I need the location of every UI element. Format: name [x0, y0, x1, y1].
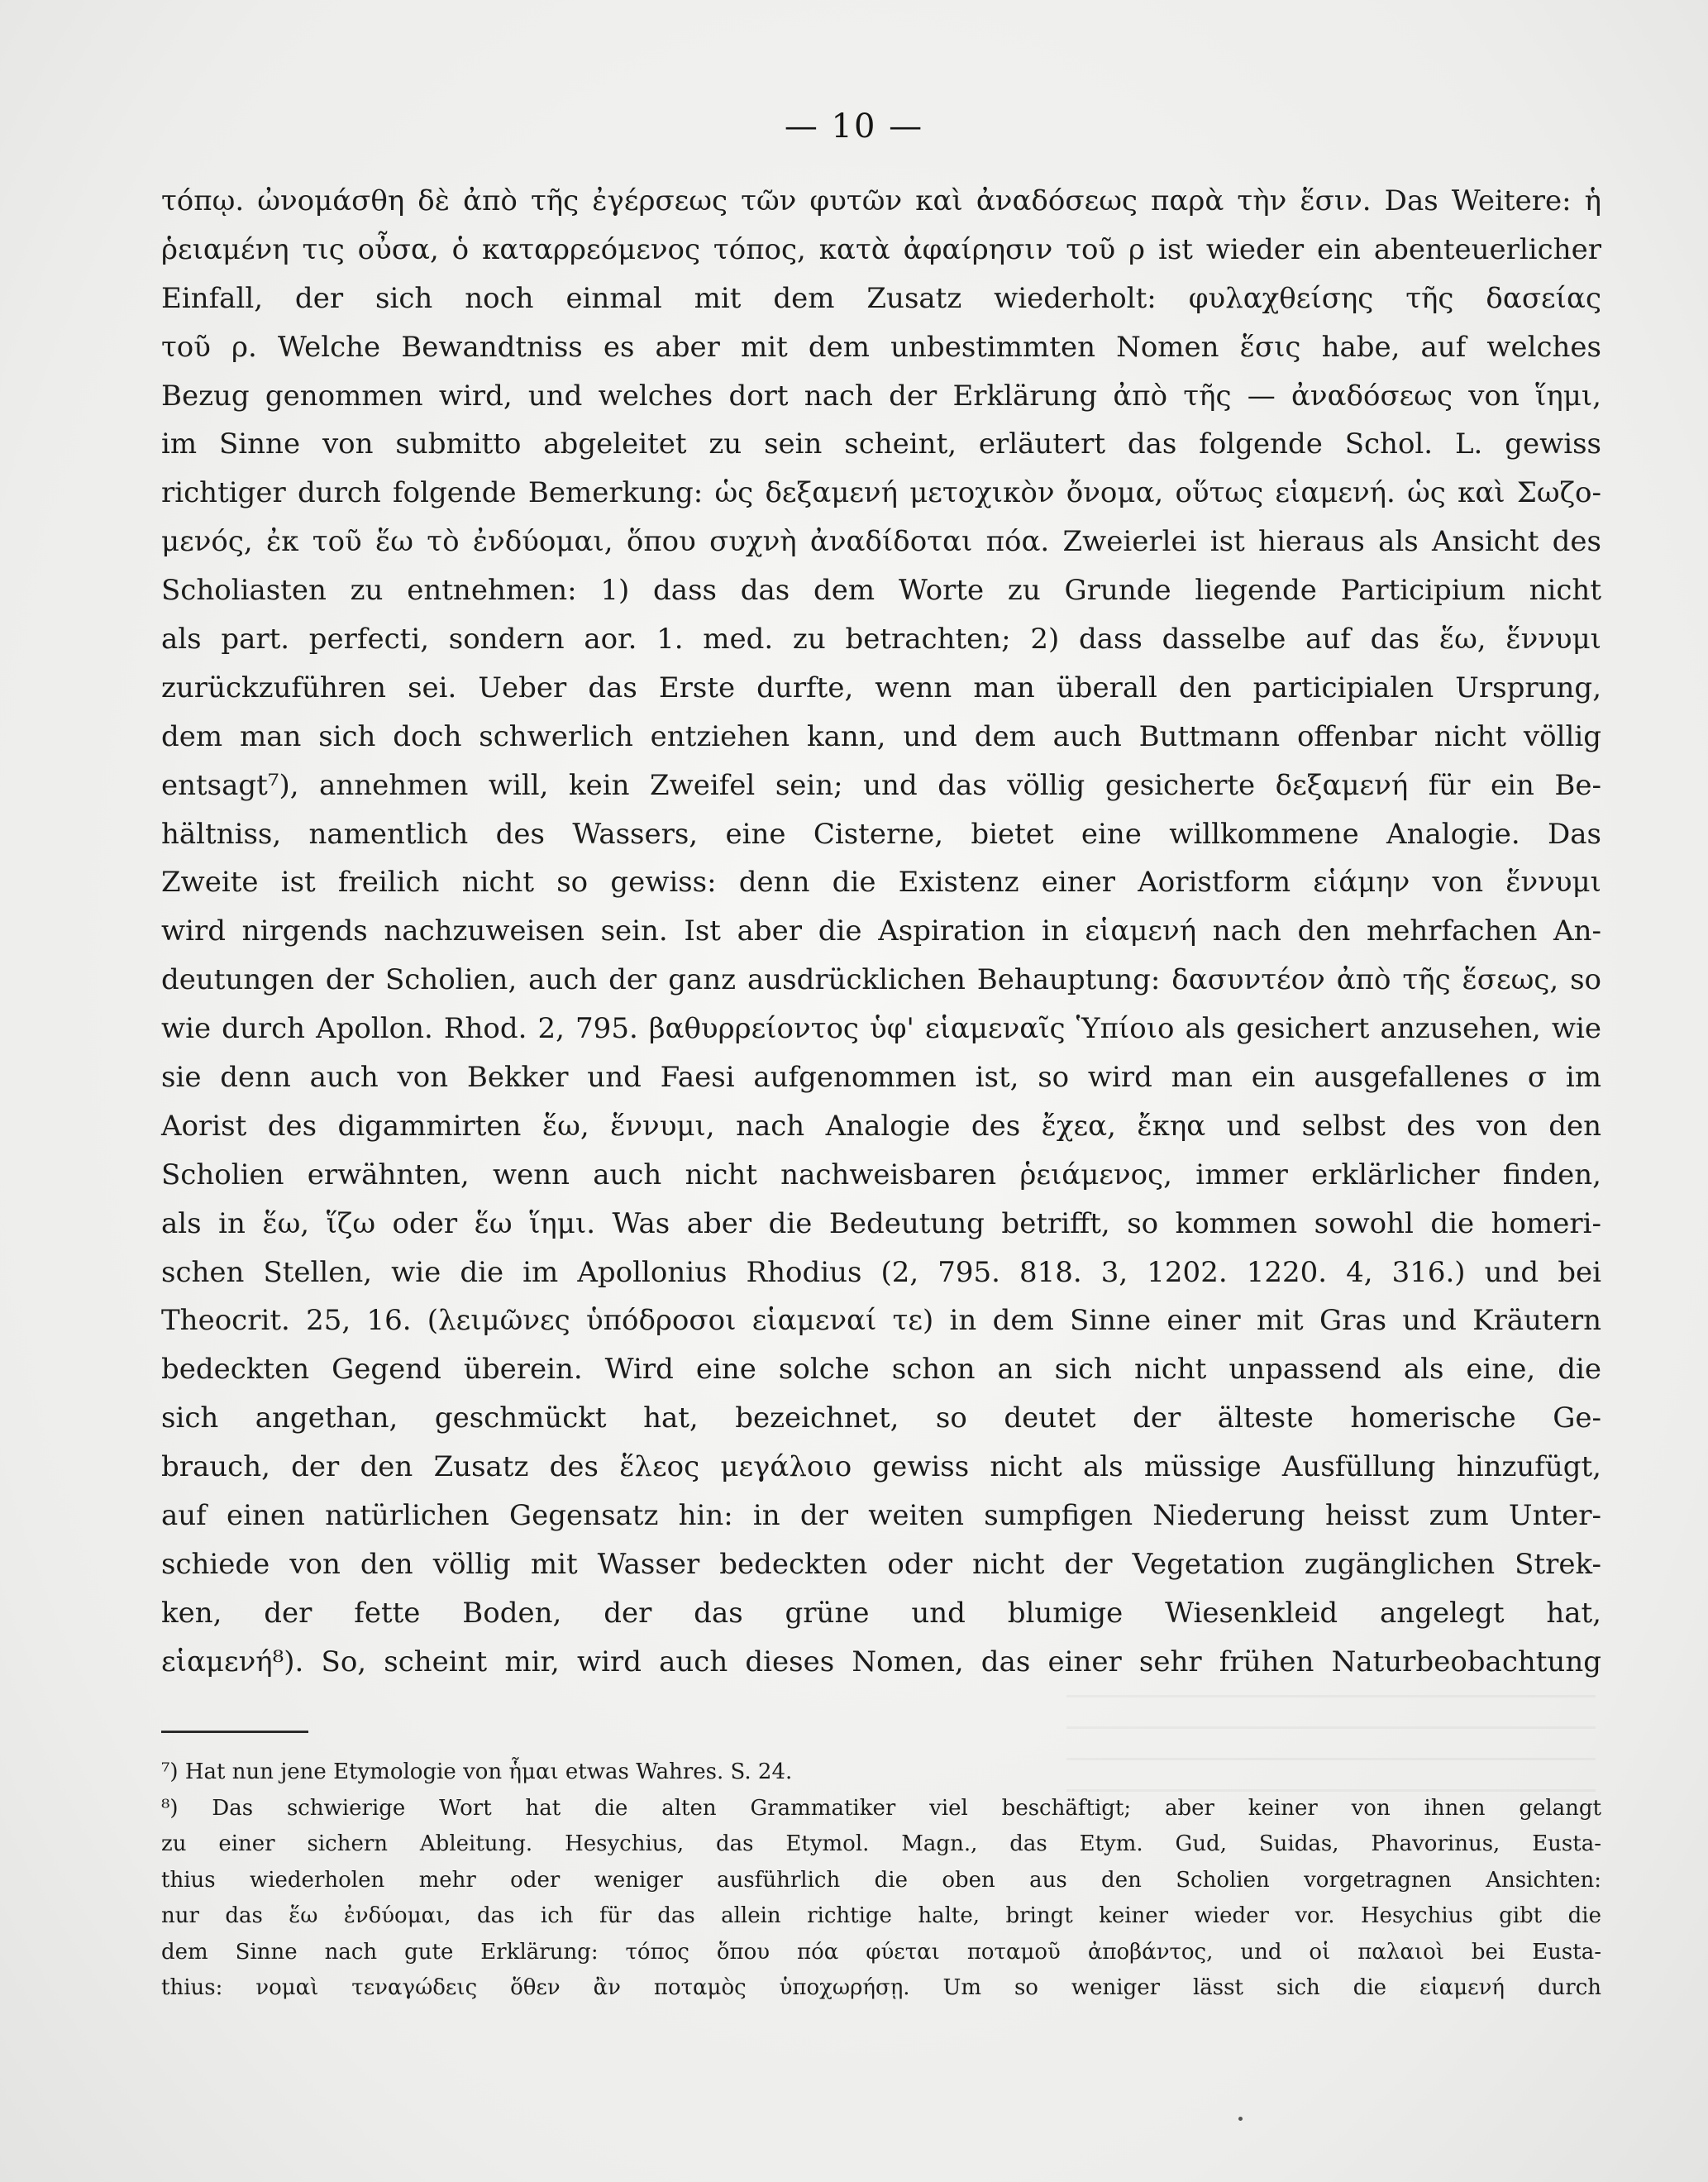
text-line: bedeckten Gegend überein. Wird eine solche schon an sich nicht unpassend als eine, die: [161, 1353, 1601, 1387]
text-line: ken, der fette Boden, der das grüne und blumige Wiesenkleid angelegt hat,: [161, 1596, 1601, 1630]
text-line: zurückzuführen sei. Ueber das Erste durfte, wenn man überall den participialen Ursprung,: [161, 671, 1601, 704]
footnotes: [161, 1755, 1601, 2007]
page-number: — 10 —: [784, 107, 924, 146]
footnote-line: ⁷) Hat nun jene Etymologie von ἧμαι etwas Wahres. S. 24.: [161, 1759, 793, 1784]
text-line: auf einen natürlichen Gegensatz hin: in der weiten sumpfigen Niederung heisst zum Unter-: [161, 1499, 1601, 1533]
footnote-rule: [161, 1731, 308, 1733]
text-line: Theocrit. 25, 16. (λειμῶνες ὑπόδροσοι εἱαμεναί τε) in dem Sinne einer mit Gras und Kräutern: [161, 1304, 1601, 1338]
footnote-line: dem Sinne nach gute Erklärung: τόπος ὅπου πόα φύεται ποταμοῦ ἀποβάντος, und οἱ παλαιοὶ bei Eusta-: [161, 1939, 1601, 1965]
text-line: als in ἕω, ἵζω oder ἕω ἵημι. Was aber die Bedeutung betrifft, so kommen sowohl die homeri-: [161, 1206, 1601, 1240]
footnote-line: ⁸) Das schwierige Wort hat die alten Grammatiker viel beschäftigt; aber keiner von ihnen gelangt: [161, 1795, 1601, 1821]
text-line: dem man sich doch schwerlich entziehen kann, und dem auch Buttmann offenbar nicht völlig: [161, 719, 1601, 753]
text-line: ῥειαμένη τις οὖσα, ὁ καταρρεόμενος τόπος, κατὰ ἀφαίρησιν τοῦ ρ ist wieder ein abenteuerlicher: [161, 232, 1601, 266]
text-line: τοῦ ρ. Welche Bewandtniss es aber mit dem unbestimmten Nomen ἕσις habe, auf welches: [161, 330, 1601, 364]
text-line: εἱαμενή⁸). So, scheint mir, wird auch dieses Nomen, das einer sehr frühen Naturbeobachtung: [161, 1645, 1601, 1678]
main-text: [161, 177, 1601, 1687]
text-line: μενός, ἐκ τοῦ ἕω τὸ ἐνδύομαι, ὅπου συχνὴ ἀναδίδοται πόα. Zweierlei ist hieraus als Ansicht des: [161, 525, 1601, 559]
text-line: brauch, der den Zusatz des ἕλεος μεγάλοιο gewiss nicht als müssige Ausfüllung hinzufügt,: [161, 1450, 1601, 1484]
text-line: Scholiasten zu entnehmen: 1) dass das dem Worte zu Grunde liegende Participium nicht: [161, 574, 1601, 608]
text-line: wird nirgends nachzuweisen sein. Ist aber die Aspiration in εἱαμενή nach den mehrfachen An-: [161, 914, 1601, 948]
text-line: Aorist des digammirten ἕω, ἕννυμι, nach Analogie des ἔχεα, ἔκηα und selbst des von den: [161, 1109, 1601, 1143]
text-line: sie denn auch von Bekker und Faesi aufgenommen ist, so wird man ein ausgefallenes σ im: [161, 1061, 1601, 1095]
text-line: als part. perfecti, sondern aor. 1. med. zu betrachten; 2) dass dasselbe auf das ἕω, ἕννυμι: [161, 623, 1601, 657]
footnote-line: nur das ἕω ἐνδύομαι, das ich für das allein richtige halte, bringt keiner wieder vor. Hesychius gibt die: [161, 1903, 1601, 1928]
text-line: schiede von den völlig mit Wasser bedeckten oder nicht der Vegetation zugänglichen Strek-: [161, 1547, 1601, 1581]
text-line: entsagt⁷), annehmen will, kein Zweifel sein; und das völlig gesicherte δεξαμενή für ein Be-: [161, 768, 1601, 802]
footnote-line: thius wiederholen mehr oder weniger ausführlich die oben aus den Scholien vorgetragnen Ansichten:: [161, 1867, 1601, 1893]
footnote-line: thius: νομαὶ τεναγώδεις ὅθεν ἂν ποταμὸς ὑποχωρήσῃ. Um so weniger lässt sich die εἱαμενή durch: [161, 1975, 1602, 2000]
text-line: schen Stellen, wie die im Apollonius Rhodius (2, 795. 818. 3, 1202. 1220. 4, 316.) und bei: [161, 1255, 1601, 1289]
text-line: deutungen der Scholien, auch der ganz ausdrücklichen Behauptung: δασυντέον ἀπὸ τῆς ἕσεως, so: [161, 963, 1601, 997]
text-line: Zweite ist freilich nicht so gewiss: denn die Existenz einer Aoristform εἱάμην von ἕννυμι: [161, 866, 1601, 900]
text-line: richtiger durch folgende Bemerkung: ὡς δεξαμενή μετοχικὸν ὄνομα, οὕτως εἱαμενή. ὡς καὶ Σωζο-: [161, 476, 1601, 510]
text-line: wie durch Apollon. Rhod. 2, 795. βαθυρρείοντος ὑφ' εἱαμεναῖς Ὑπίοιο als gesichert anzusehen, wie: [161, 1012, 1601, 1046]
text-line: sich angethan, geschmückt hat, bezeichnet, so deutet der älteste homerische Ge-: [161, 1401, 1601, 1435]
text-line: Scholien erwähnten, wenn auch nicht nachweisbaren ῥειάμενος, immer erklärlicher finden,: [161, 1158, 1601, 1191]
text-line: τόπῳ. ὠνομάσθη δὲ ἀπὸ τῆς ἐγέρσεως τῶν φυτῶν καὶ ἀναδόσεως παρὰ τὴν ἕσιν. Das Weitere: ἡ: [161, 184, 1601, 217]
footnote-line: zu einer sichern Ableitung. Hesychius, das Etymol. Magn., das Etym. Gud, Suidas, Phavorinus, Eusta-: [161, 1831, 1601, 1856]
text-line: im Sinne von submitto abgeleitet zu sein scheint, erläutert das folgende Schol. L. gewiss: [161, 427, 1601, 461]
text-line: hältniss, namentlich des Wassers, eine Cisterne, bietet eine willkommene Analogie. Das: [161, 817, 1601, 851]
text-line: Einfall, der sich noch einmal mit dem Zusatz wiederholt: φυλαχθείσης τῆς δασείας: [161, 281, 1601, 315]
text-line: Bezug genommen wird, und welches dort nach der Erklärung ἀπὸ τῆς — ἀναδόσεως von ἵημι,: [161, 379, 1601, 413]
ink-speck: [1238, 2117, 1243, 2121]
